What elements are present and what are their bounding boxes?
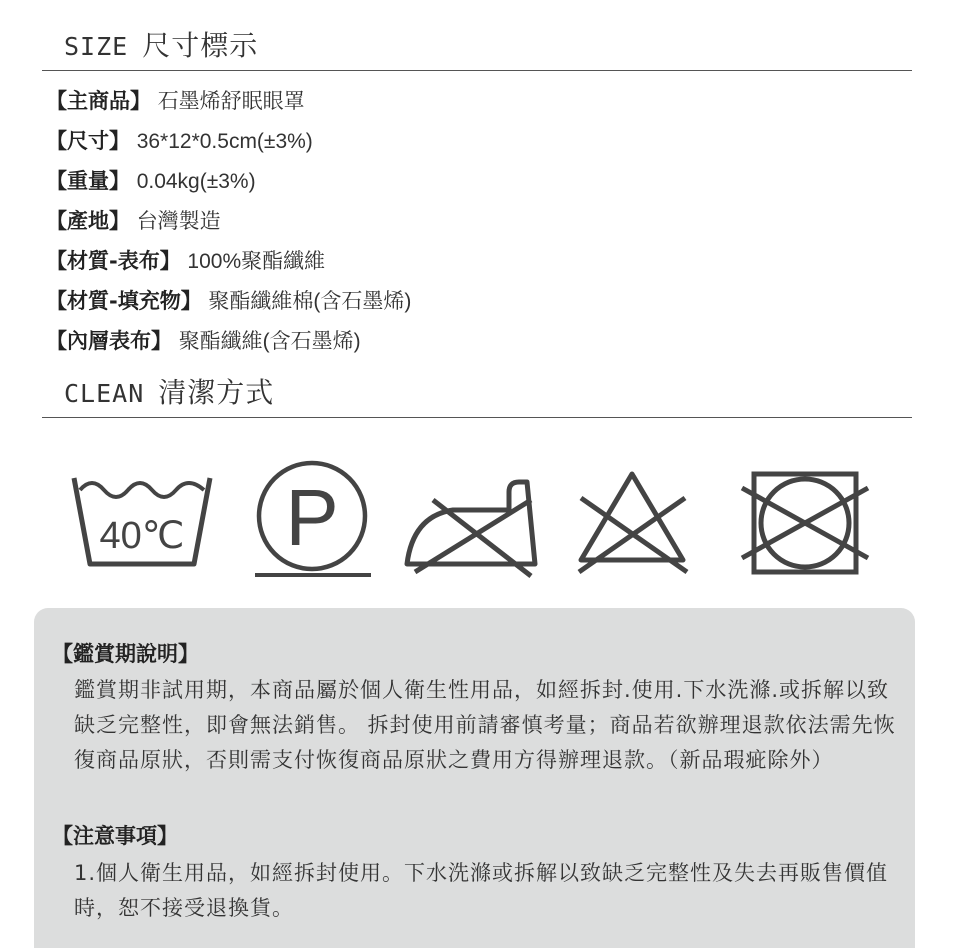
spec-key: 【材質-表布】	[46, 249, 181, 273]
spec-key: 【尺寸】	[46, 129, 130, 153]
do-not-bleach-icon	[575, 468, 690, 578]
spec-value: 聚酯纖維(含石墨烯)	[178, 330, 361, 353]
spec-row	[46, 85, 411, 125]
spec-row	[46, 205, 411, 245]
size-section-header	[42, 18, 912, 71]
spec-row	[46, 245, 411, 285]
do-not-tumble-dry-icon	[740, 468, 870, 578]
dry-clean-letter: P	[285, 473, 339, 562]
spec-value: 台灣製造	[136, 210, 221, 233]
spec-key: 【重量】	[46, 169, 130, 193]
care-icons-row	[0, 450, 960, 590]
caution-text: 1.個人衛生用品，如經拆封使用。下水洗滌或拆解以致缺乏完整性及失去再販售價值時，恕不接受退換貨。	[74, 861, 889, 920]
spec-row	[46, 165, 411, 205]
clean-title-zh: 清潔方式	[158, 376, 275, 409]
appreciation-title: 【鑑賞期說明】	[52, 642, 199, 666]
dry-clean-p-icon	[255, 462, 375, 578]
do-not-iron-icon	[405, 472, 540, 582]
caution-title: 【注意事項】	[52, 824, 178, 848]
size-section-title	[64, 24, 258, 64]
spec-list	[46, 85, 411, 365]
clean-title-en: CLEAN	[64, 379, 145, 408]
spec-value: 0.04kg(±3%)	[136, 170, 256, 193]
spec-key: 【產地】	[46, 209, 130, 233]
spec-key: 【材質-填充物】	[46, 289, 202, 313]
notice-panel	[34, 608, 915, 948]
spec-row	[46, 325, 411, 365]
spec-row	[46, 285, 411, 325]
wash-40c-icon	[70, 470, 215, 570]
spec-value: 36*12*0.5cm(±3%)	[136, 130, 313, 153]
clean-section-header	[42, 365, 912, 418]
spec-value: 石墨烯舒眠眼罩	[157, 90, 305, 113]
size-title-zh: 尺寸標示	[142, 29, 259, 62]
wash-temp-label: 40℃	[99, 515, 185, 557]
spec-key: 【主商品】	[46, 89, 151, 113]
spec-value: 100%聚酯纖維	[187, 250, 326, 273]
size-title-en: SIZE	[64, 32, 129, 61]
spec-row	[46, 125, 411, 165]
appreciation-text: 鑑賞期非試用期，本商品屬於個人衛生性用品，如經拆封.使用.下水洗滌.或拆解以致缺乏完整性，即會無法銷售。 拆封使用前請審慎考量；商品若欲辦理退款依法需先恢復商品原狀，否則需支付恢復商品原狀之費用方得辦理退款。（新品瑕疵除外）	[74, 678, 896, 772]
spec-value: 聚酯纖維棉(含石墨烯)	[208, 290, 412, 313]
spec-key: 【內層表布】	[46, 329, 172, 353]
clean-section-title	[64, 371, 274, 411]
